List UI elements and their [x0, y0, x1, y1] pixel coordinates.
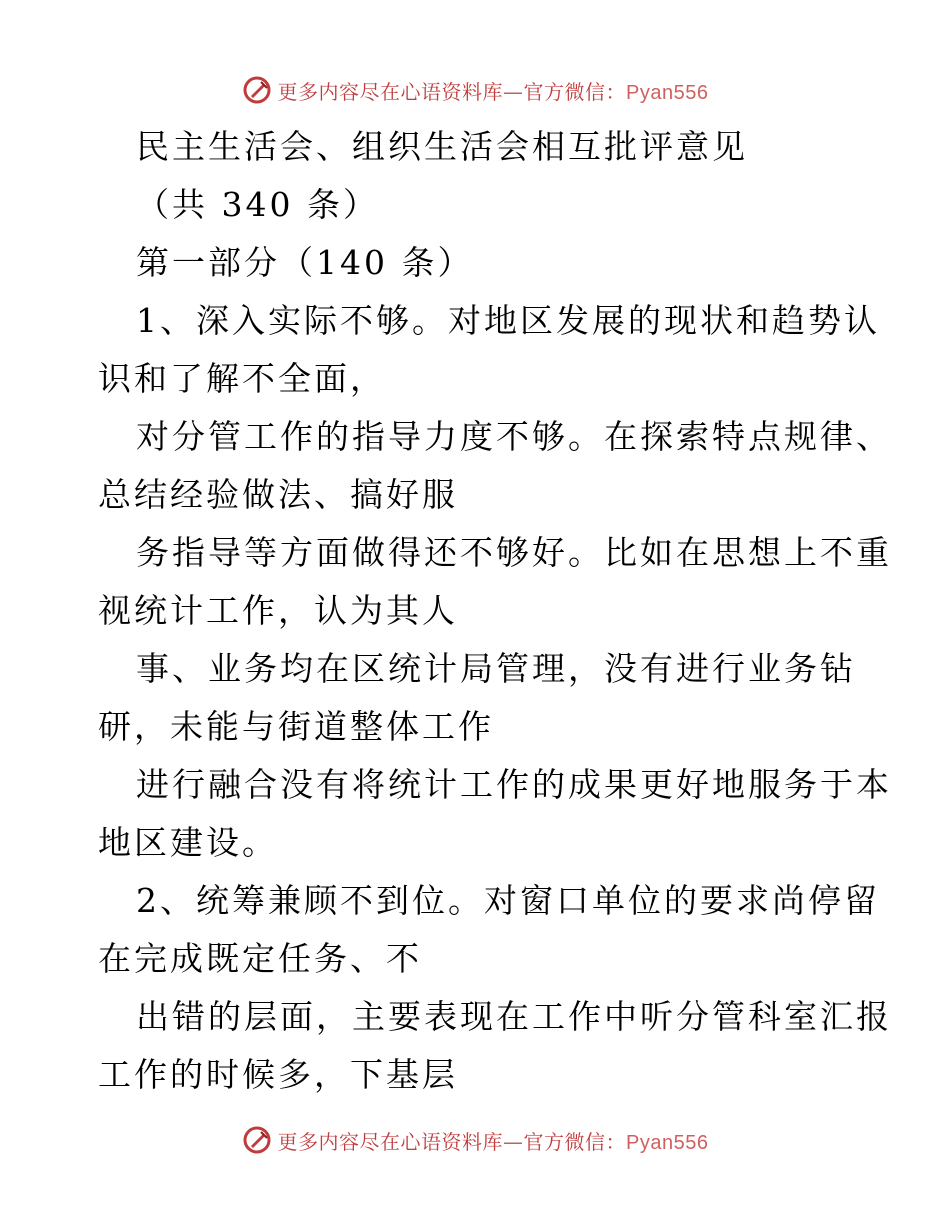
- paragraph-line: 1、深入实际不够。对地区发展的现状和趋势认: [136, 301, 880, 340]
- paragraph-line: 总结经验做法、搞好服: [98, 475, 458, 514]
- section-heading: 第一部分（140 条）: [136, 243, 474, 282]
- watermark-footer: [0, 1120, 950, 1160]
- paragraph-line: 事、业务均在区统计局管理，没有进行业务钻: [136, 649, 856, 688]
- watermark-text: 更多内容尽在心语资料库—官方微信：Pyan556: [277, 79, 709, 104]
- paragraph-line: 务指导等方面做得还不够好。比如在思想上不重: [136, 533, 892, 572]
- paragraph-line: 在完成既定任务、不: [98, 939, 422, 978]
- quill-seal-icon: [242, 1125, 272, 1155]
- paragraph-line: 2、统筹兼顾不到位。对窗口单位的要求尚停留: [136, 881, 880, 920]
- document-subtitle: （共 340 条）: [136, 185, 379, 224]
- document-title: 民主生活会、组织生活会相互批评意见: [136, 127, 748, 166]
- quill-seal-icon: [242, 75, 272, 105]
- watermark-text: 更多内容尽在心语资料库—官方微信：Pyan556: [277, 1129, 709, 1154]
- paragraph-line: 地区建设。: [98, 823, 278, 862]
- paragraph-line: 工作的时候多，下基层: [98, 1055, 458, 1094]
- paragraph-line: 研，未能与街道整体工作: [98, 707, 494, 746]
- document-body: [98, 118, 892, 1104]
- paragraph-line: 对分管工作的指导力度不够。在探索特点规律、: [136, 417, 892, 456]
- paragraph-line: 视统计工作，认为其人: [98, 591, 458, 630]
- paragraph-line: 出错的层面，主要表现在工作中听分管科室汇报: [136, 997, 892, 1036]
- paragraph-line: 识和了解不全面，: [98, 359, 386, 398]
- watermark-header: [0, 70, 950, 110]
- paragraph-line: 进行融合没有将统计工作的成果更好地服务于本: [136, 765, 892, 804]
